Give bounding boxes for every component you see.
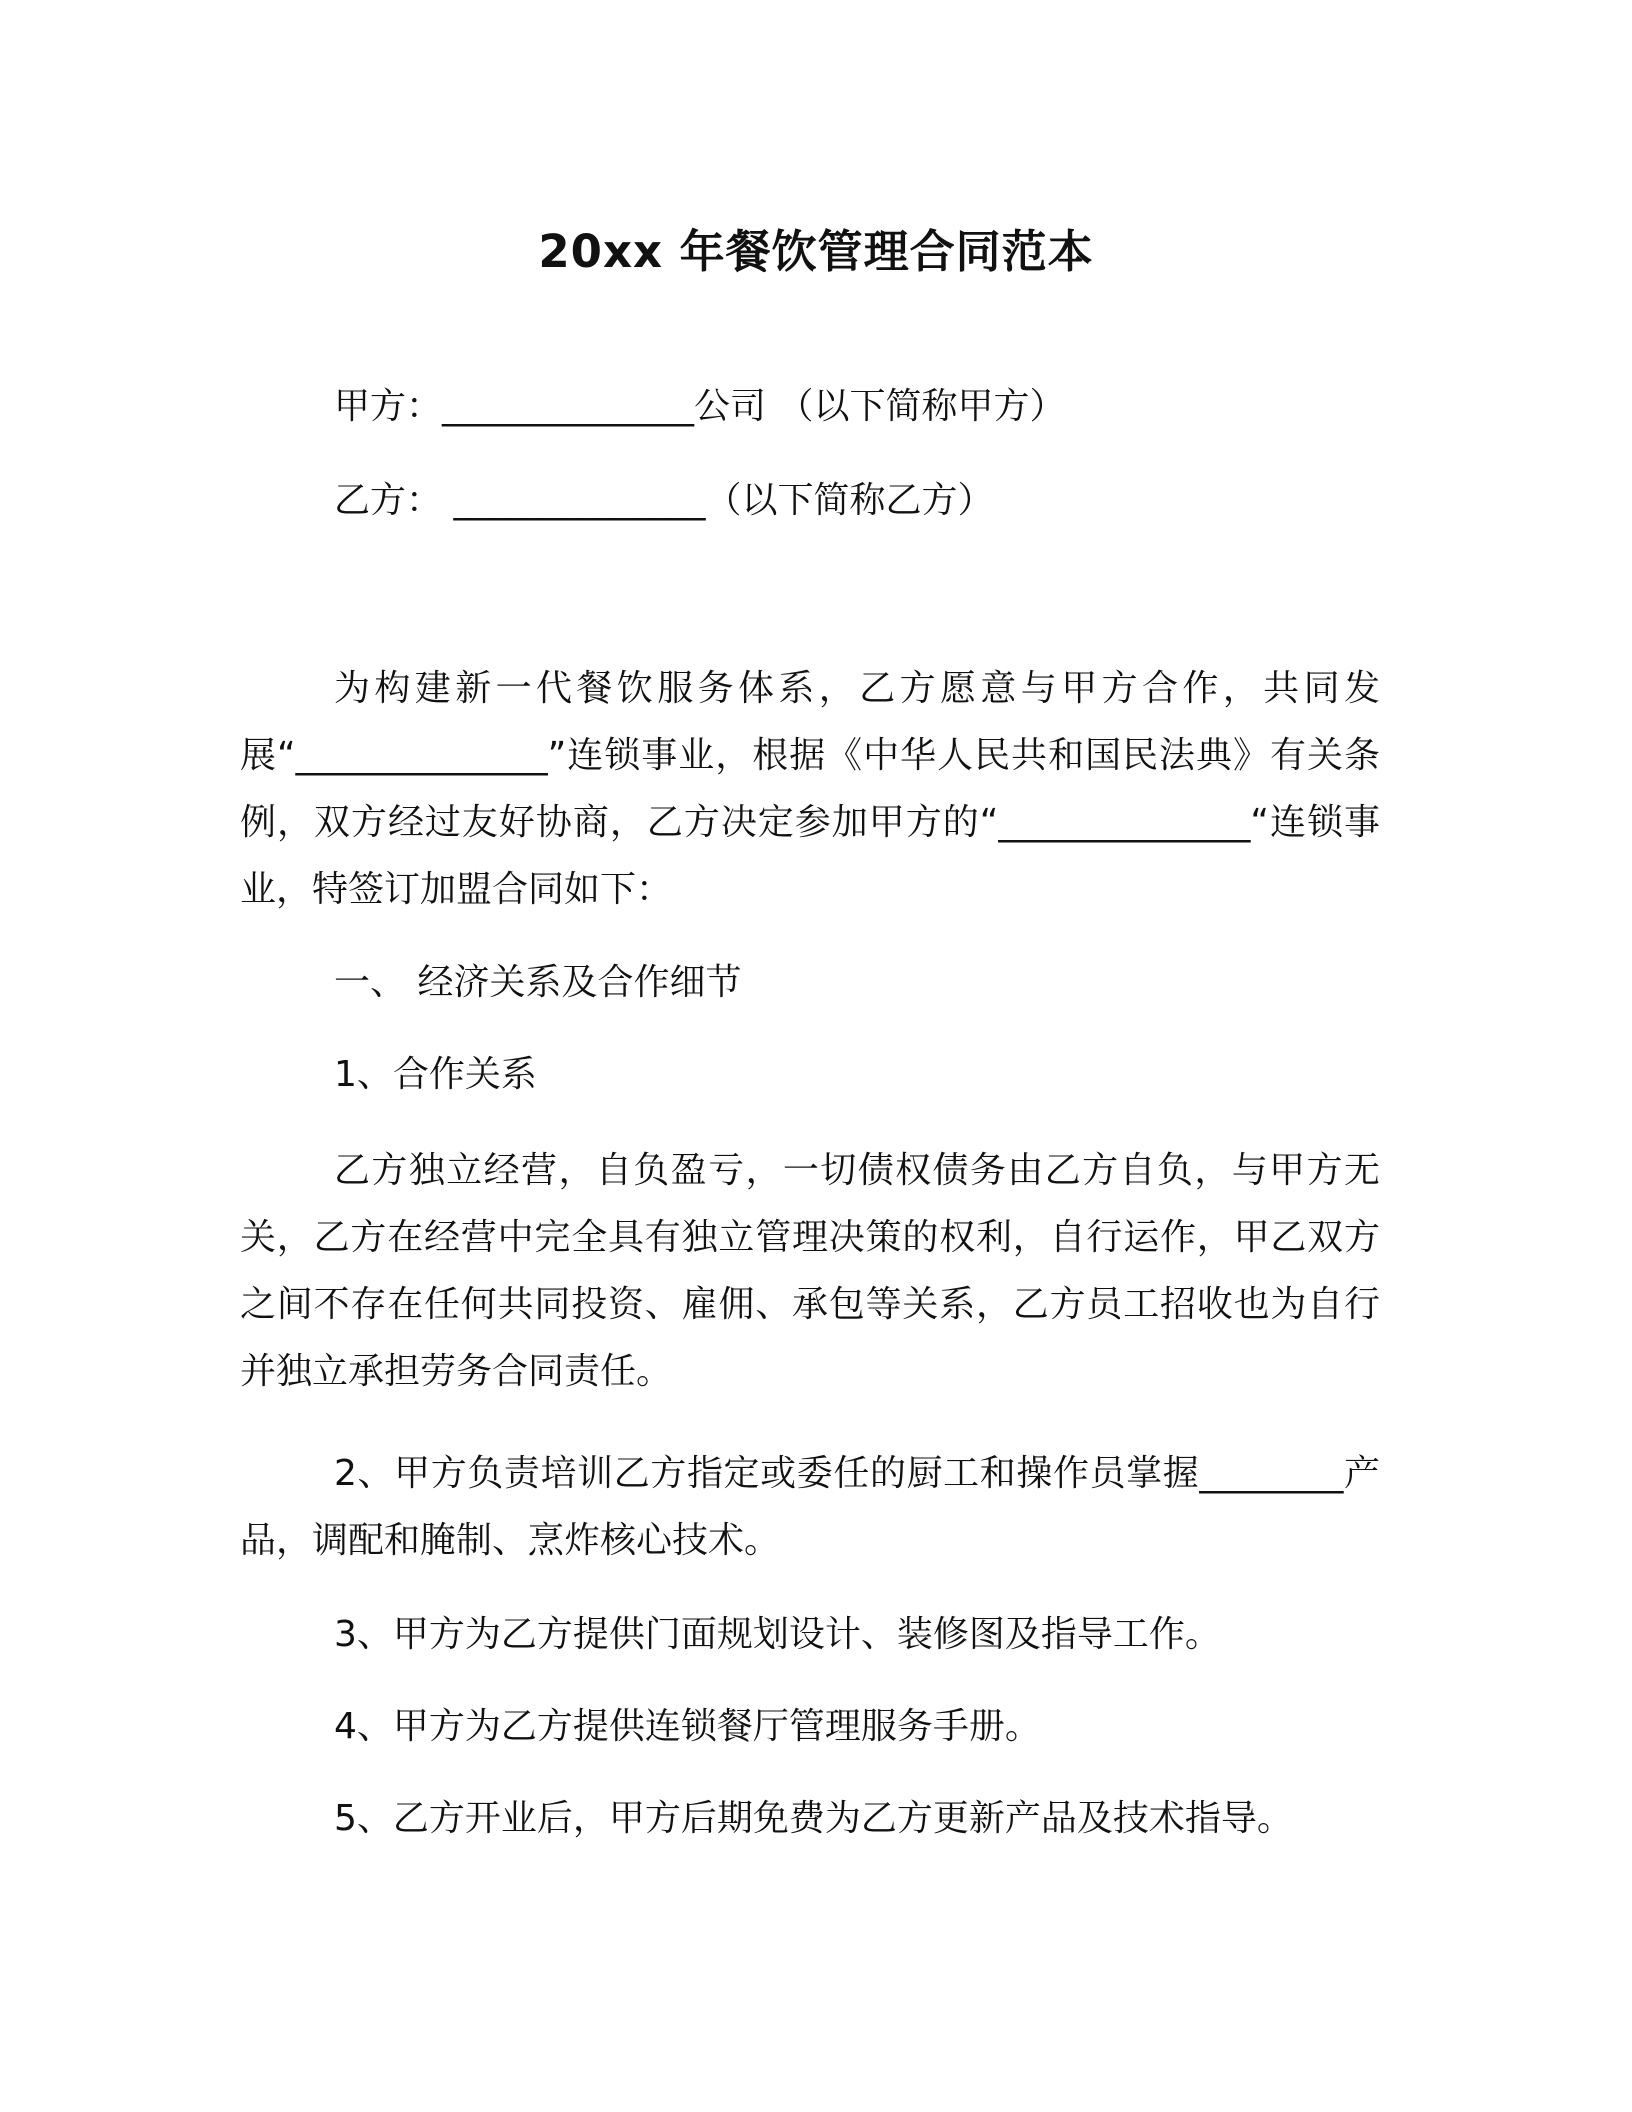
- item-1-heading: 1、合作关系: [334, 1054, 537, 1095]
- item-3-line: 3、甲方为乙方提供门面规划设计、装修图及指导工作。: [334, 1614, 1221, 1655]
- item-5-line: 5、乙方开业后，甲方后期免费为乙方更新产品及技术指导。: [334, 1798, 1293, 1839]
- item-1-body: 乙方独立经营，自负盈亏，一切债权债务由乙方自负，与甲方无关，乙方在经营中完全具有独立管理决策的权利，自行运作，甲乙双方之间不存在任何共同投资、雇佣、承包等关系，乙方员工招收也为自行并独立承担劳务合同责任。: [240, 1150, 1380, 1392]
- section-1-heading: 一、 经济关系及合作细节: [334, 962, 742, 1003]
- party-a-line: 甲方：______________公司 （以下简称甲方）: [334, 386, 1066, 427]
- party-b-line: 乙方： ______________（以下简称乙方）: [334, 480, 994, 521]
- item-2-paragraph: 2、甲方负责培训乙方指定或委任的厨工和操作员掌握________产品，调配和腌制、烹炸核心技术。: [240, 1453, 1380, 1561]
- item-4-line: 4、甲方为乙方提供连锁餐厅管理服务手册。: [334, 1706, 1041, 1747]
- intro-paragraph: 为构建新一代餐饮服务体系，乙方愿意与甲方合作，共同发展“______________”连锁事业，根据《中华人民共和国民法典》有关条例，双方经过友好协商，乙方决定参加甲方的“______________“连锁事业，特签订加盟合同如下：: [240, 668, 1380, 910]
- document-title: 20xx 年餐饮管理合同范本: [538, 225, 1094, 278]
